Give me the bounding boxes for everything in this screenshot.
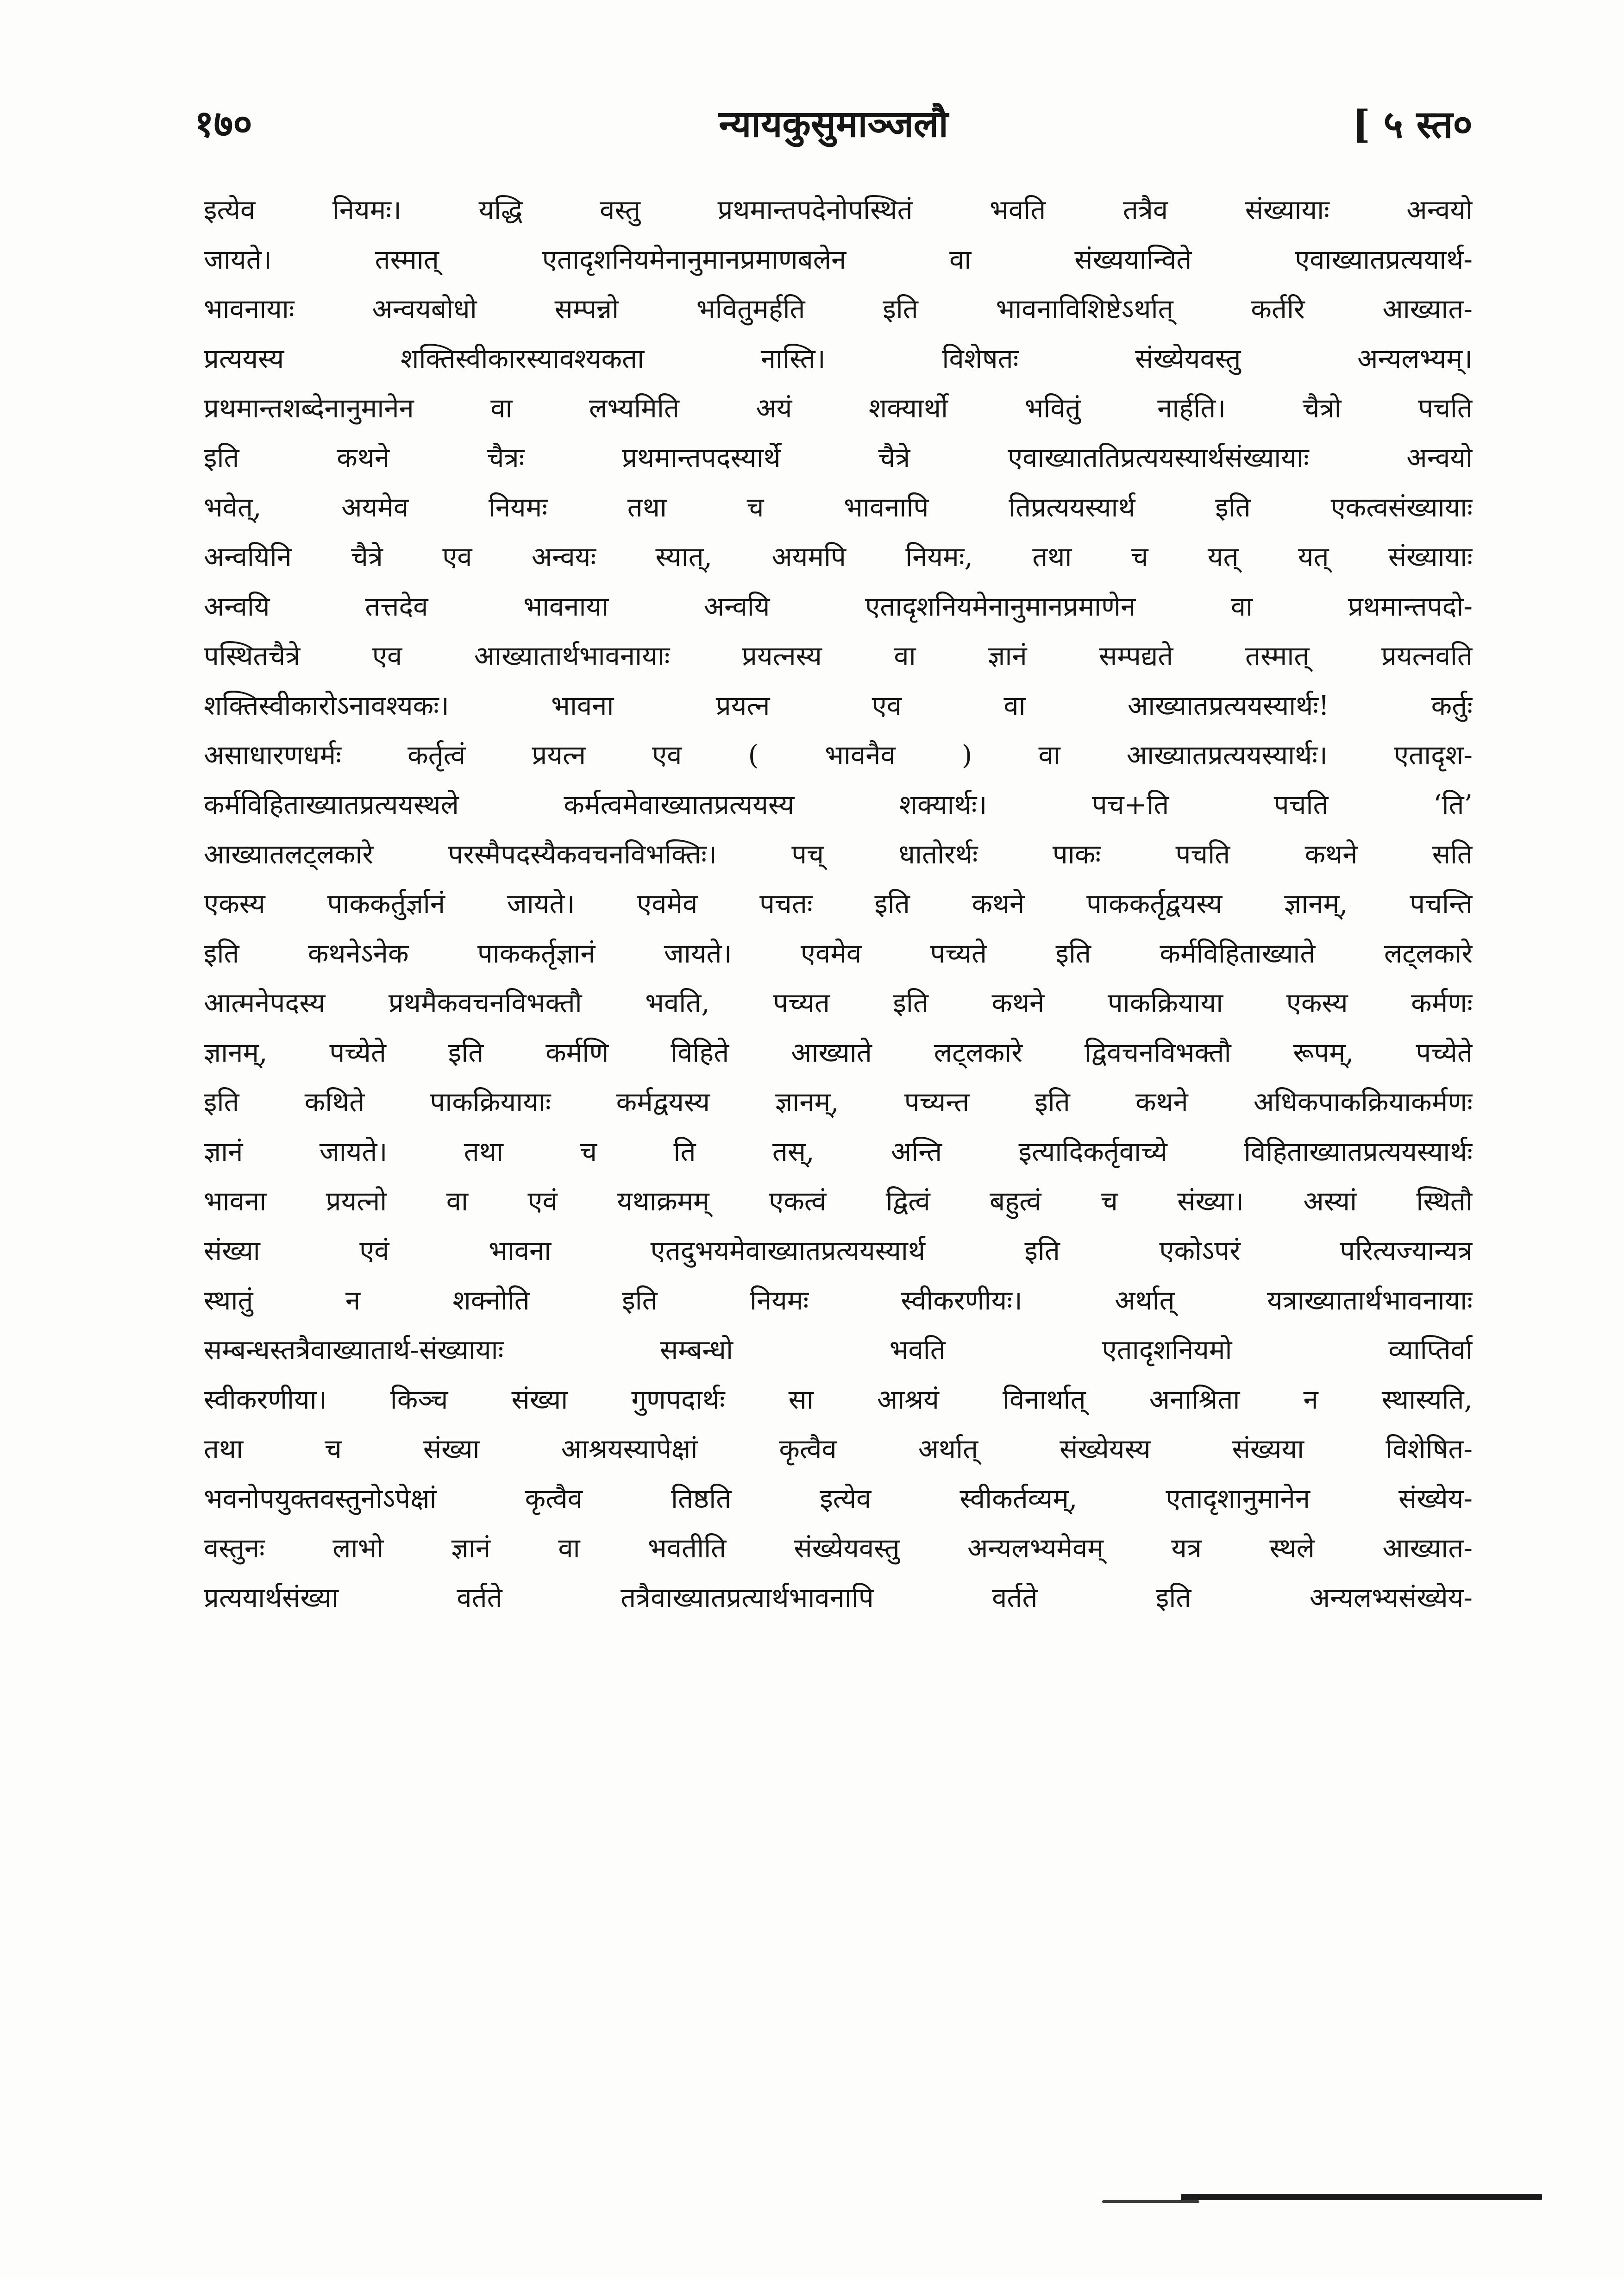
text-line: एकस्य पाककर्तुर्ज्ञानं जायते। एवमेव पचतः इति कथने पाककर्तृद्वयस्य ज्ञानम्, पचन्ति xyxy=(204,888,1473,919)
text-line: भावना प्रयत्नो वा एवं यथाक्रमम् एकत्वं द्वित्वं बहुत्वं च संख्या। अस्यां स्थितौ xyxy=(204,1185,1473,1217)
text-line: प्रत्ययार्थसंख्या वर्तते तत्रैवाख्यातप्रत्यार्थभावनापि वर्तते इति अन्यलभ्यसंख्येय- xyxy=(204,1582,1473,1613)
text-line: तथा च संख्या आश्रयस्यापेक्षां कृत्वैव अर्थात् संख्येयस्य संख्यया विशेषित- xyxy=(204,1433,1473,1465)
bottom-rule-thin xyxy=(1102,2200,1199,2203)
text-line: सम्बन्धस्तत्रैवाख्यातार्थ-संख्यायाः सम्बन्धो भवति एतादृशनियमो व्याप्तिर्वा xyxy=(204,1334,1473,1366)
text-line: अन्वयि तत्तदेव भावनाया अन्वयि एतादृशनियमेनानुमानप्रमाणेन वा प्रथमान्तपदो- xyxy=(204,591,1473,622)
text-line: इति कथने चैत्रः प्रथमान्तपदस्यार्थे चैत्रे एवाख्याततिप्रत्ययस्यार्थसंख्यायाः अन्वयो xyxy=(204,442,1473,473)
text-line: प्रत्ययस्य शक्तिस्वीकारस्यावश्यकता नास्ति। विशेषतः संख्येयवस्तु अन्यलभ्यम्। xyxy=(204,343,1473,374)
text-line: पस्थितचैत्रे एव आख्यातार्थभावनायाः प्रयत्नस्य वा ज्ञानं सम्पद्यते तस्मात् प्रयत्नवति xyxy=(204,640,1473,672)
text-line: कर्मविहिताख्यातप्रत्ययस्थले कर्मत्वमेवाख्यातप्रत्ययस्य शक्यार्थः। पच+ति पचति ‘ति’ xyxy=(204,789,1473,820)
text-line: आत्मनेपदस्य प्रथमैकवचनविभक्तौ भवति, पच्यत इति कथने पाकक्रियाया एकस्य कर्मणः xyxy=(204,987,1473,1019)
running-title: न्यायकुसुमाञ्जलौ xyxy=(719,102,948,145)
text-line: भवनोपयुक्तवस्तुनोऽपेक्षां कृत्वैव तिष्ठति इत्येव स्वीकर्तव्यम्, एतादृशानुमानेन संख्येय- xyxy=(204,1483,1473,1514)
body-text xyxy=(204,185,1473,1623)
page-number: १७० xyxy=(194,102,252,145)
text-line: प्रथमान्तशब्देनानुमानेन वा लभ्यमिति अयं शक्यार्थो भवितुं नार्हति। चैत्रो पचति xyxy=(204,392,1473,424)
text-line: वस्तुनः लाभो ज्ञानं वा भवतीति संख्येयवस्तु अन्यलभ्यमेवम् यत्र स्थले आख्यात- xyxy=(204,1532,1473,1564)
text-line: भावनायाः अन्वयबोधो सम्पन्नो भवितुमर्हति इति भावनाविशिष्टेऽर्थात् कर्तरि आख्यात- xyxy=(204,293,1473,325)
text-line: स्वीकरणीया। किञ्च संख्या गुणपदार्थः सा आश्रयं विनार्थात् अनाश्रिता न स्थास्यति, xyxy=(204,1384,1473,1415)
bottom-rule xyxy=(1181,2194,1542,2200)
text-line: इति कथिते पाकक्रियायाः कर्मद्वयस्य ज्ञानम्, पच्यन्त इति कथने अधिकपाकक्रियाकर्मणः xyxy=(204,1086,1473,1118)
text-line: भवेत्, अयमेव नियमः तथा च भावनापि तिप्रत्ययस्यार्थ इति एकत्वसंख्यायाः xyxy=(204,491,1473,523)
text-line: ज्ञानं जायते। तथा च ति तस्, अन्ति इत्यादिकर्तृवाच्ये विहिताख्यातप्रत्ययस्यार्थः xyxy=(204,1136,1473,1167)
section-marker: [ ५ स्त० xyxy=(1352,102,1473,147)
text-line: ज्ञानम्, पच्येते इति कर्मणि विहिते आख्याते लट्लकारे द्विवचनविभक्तौ रूपम्, पच्येते xyxy=(204,1037,1473,1068)
text-line: स्थातुं न शक्नोति इति नियमः स्वीकरणीयः। अर्थात् यत्राख्यातार्थभावनायाः xyxy=(204,1284,1473,1316)
text-line: संख्या एवं भावना एतदुभयमेवाख्यातप्रत्ययस्यार्थ इति एकोऽपरं परित्यज्यान्यत्र xyxy=(204,1235,1473,1266)
text-line: जायते। तस्मात् एतादृशनियमेनानुमानप्रमाणबलेन वा संख्ययान्विते एवाख्यातप्रत्ययार्थ- xyxy=(204,244,1473,275)
text-line: शक्तिस्वीकारोऽनावश्यकः। भावना प्रयत्न एव वा आख्यातप्रत्ययस्यार्थः! कर्तुः xyxy=(204,690,1473,721)
text-line: इत्येव नियमः। यद्धि वस्तु प्रथमान्तपदेनोपस्थितं भवति तत्रैव संख्यायाः अन्वयो xyxy=(204,194,1473,226)
text-line: आख्यातलट्लकारे परस्मैपदस्यैकवचनविभक्तिः। पच् धातोरर्थः पाकः पचति कथने सति xyxy=(204,838,1473,870)
page-header xyxy=(194,97,1473,148)
text-line: अन्वयिनि चैत्रे एव अन्वयः स्यात्, अयमपि नियमः, तथा च यत् यत् संख्यायाः xyxy=(204,541,1473,573)
text-line: इति कथनेऽनेक पाककर्तृज्ञानं जायते। एवमेव पच्यते इति कर्मविहिताख्याते लट्लकारे xyxy=(204,938,1473,969)
text-line: असाधारणधर्मः कर्तृत्वं प्रयत्न एव ( भावनैव ) वा आख्यातप्रत्ययस्यार्थः। एतादृश- xyxy=(204,739,1473,771)
